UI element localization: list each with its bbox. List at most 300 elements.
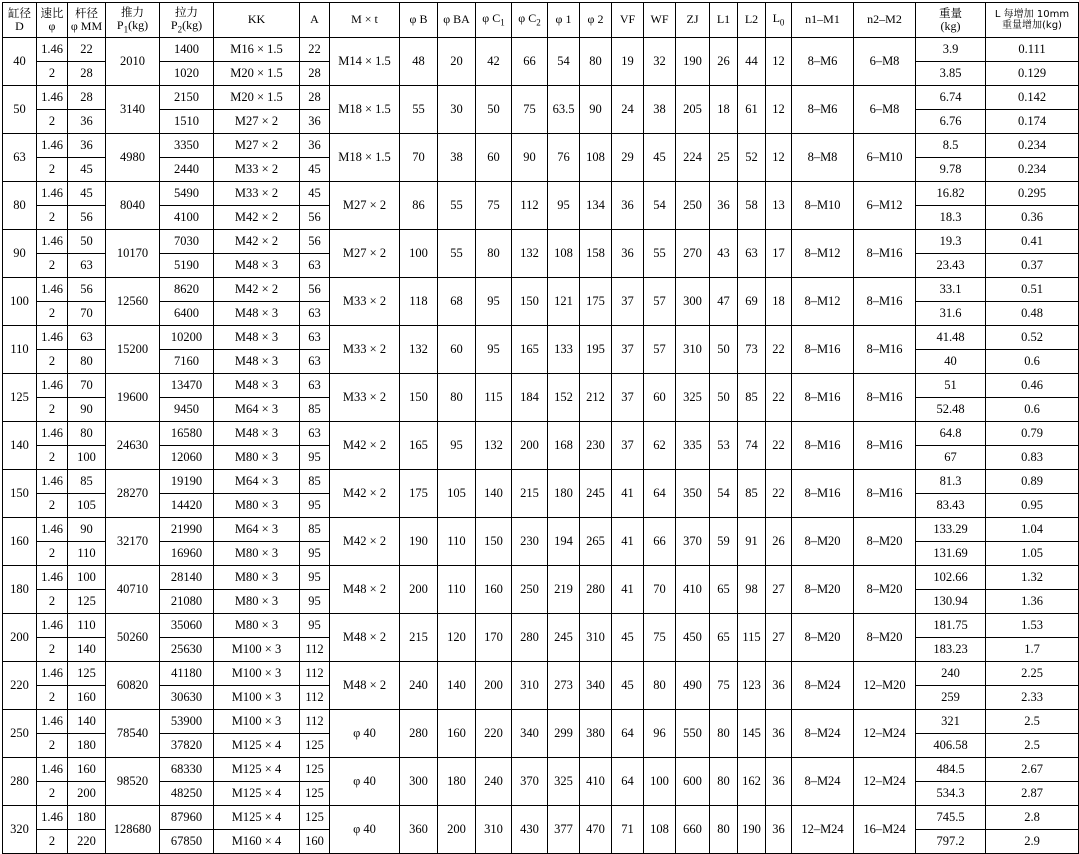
cell-kk: M33 × 2 — [214, 158, 300, 182]
cell-added-weight: 0.142 — [986, 86, 1079, 110]
cell-phi-ba: 110 — [438, 518, 476, 566]
cell-ratio: 1.46 — [37, 38, 68, 62]
cell-ratio: 2 — [37, 302, 68, 326]
cell-a: 125 — [300, 782, 330, 806]
cell-mxt: M33 × 2 — [330, 278, 400, 326]
cell-n1-m1: 8–M16 — [792, 422, 854, 470]
cell-bore: 280 — [3, 758, 37, 806]
cell-n2-m2: 8–M16 — [854, 374, 916, 422]
col-header-phi-2: φ 2 — [580, 3, 612, 38]
cell-pull-force: 48250 — [160, 782, 214, 806]
cell-a: 63 — [300, 326, 330, 350]
cell-added-weight: 0.46 — [986, 374, 1079, 398]
cell-n2-m2: 8–M16 — [854, 230, 916, 278]
cell-phi-c2: 66 — [512, 38, 548, 86]
cell-rod: 180 — [68, 806, 106, 830]
cell-zj: 350 — [676, 470, 710, 518]
cell-n1-m1: 8–M10 — [792, 182, 854, 230]
cell-rod: 45 — [68, 182, 106, 206]
cell-zj: 190 — [676, 38, 710, 86]
cell-a: 85 — [300, 470, 330, 494]
cell-mxt: M42 × 2 — [330, 422, 400, 470]
cell-phi-b: 150 — [400, 374, 438, 422]
cell-kk: M80 × 3 — [214, 566, 300, 590]
cell-l1: 25 — [710, 134, 738, 182]
cell-phi-1: 76 — [548, 134, 580, 182]
table-header — [3, 3, 1079, 38]
col-header-l2: L2 — [738, 3, 766, 38]
cell-phi-c1: 115 — [476, 374, 512, 422]
cell-phi-c1: 95 — [476, 326, 512, 374]
cell-phi-2: 280 — [580, 566, 612, 614]
cell-l0: 36 — [766, 710, 792, 758]
cell-weight: 6.76 — [916, 110, 986, 134]
cell-weight: 64.8 — [916, 422, 986, 446]
cell-bore: 40 — [3, 38, 37, 86]
cell-pull-force: 7160 — [160, 350, 214, 374]
cell-phi-ba: 80 — [438, 374, 476, 422]
cell-added-weight: 2.8 — [986, 806, 1079, 830]
cell-pull-force: 67850 — [160, 830, 214, 854]
cell-zj: 450 — [676, 614, 710, 662]
cell-kk: M125 × 4 — [214, 782, 300, 806]
col-header-weight: 重量 (kg) — [916, 3, 986, 38]
cell-zj: 310 — [676, 326, 710, 374]
cell-rod: 70 — [68, 302, 106, 326]
cell-rod: 125 — [68, 590, 106, 614]
cell-a: 63 — [300, 374, 330, 398]
cell-wf: 66 — [644, 518, 676, 566]
col-header-bore: 缸径 D — [3, 3, 37, 38]
cell-phi-1: 54 — [548, 38, 580, 86]
cell-pull-force: 21990 — [160, 518, 214, 542]
cell-rod: 100 — [68, 446, 106, 470]
cell-bore: 250 — [3, 710, 37, 758]
cell-push-force: 15200 — [106, 326, 160, 374]
cell-kk: M48 × 3 — [214, 374, 300, 398]
cell-added-weight: 0.295 — [986, 182, 1079, 206]
cell-vf: 29 — [612, 134, 644, 182]
table-row — [3, 278, 1079, 302]
cell-pull-force: 16960 — [160, 542, 214, 566]
cell-n1-m1: 8–M24 — [792, 758, 854, 806]
cell-l1: 65 — [710, 614, 738, 662]
cell-phi-2: 230 — [580, 422, 612, 470]
cell-pull-force: 8620 — [160, 278, 214, 302]
cell-pull-force: 21080 — [160, 590, 214, 614]
cell-kk: M80 × 3 — [214, 494, 300, 518]
cell-kk: M80 × 3 — [214, 590, 300, 614]
cell-ratio: 2 — [37, 782, 68, 806]
cell-weight: 31.6 — [916, 302, 986, 326]
cell-rod: 85 — [68, 470, 106, 494]
cell-l0: 22 — [766, 374, 792, 422]
cell-ratio: 1.46 — [37, 278, 68, 302]
cell-phi-b: 48 — [400, 38, 438, 86]
col-header-pull-force: 拉力 $P_2(kg)$ — [160, 3, 214, 38]
cell-zj: 660 — [676, 806, 710, 854]
cell-phi-b: 118 — [400, 278, 438, 326]
table-row — [3, 806, 1079, 830]
cell-push-force: 24630 — [106, 422, 160, 470]
cell-push-force: 50260 — [106, 614, 160, 662]
cell-rod: 36 — [68, 110, 106, 134]
cell-phi-1: 133 — [548, 326, 580, 374]
cell-l2: 145 — [738, 710, 766, 758]
table-body — [3, 38, 1079, 854]
cell-bore: 50 — [3, 86, 37, 134]
cell-rod: 22 — [68, 38, 106, 62]
cell-n2-m2: 6–M8 — [854, 38, 916, 86]
cell-n2-m2: 8–M16 — [854, 422, 916, 470]
cell-push-force: 10170 — [106, 230, 160, 278]
cell-kk: M33 × 2 — [214, 182, 300, 206]
cell-phi-2: 310 — [580, 614, 612, 662]
cell-n2-m2: 6–M8 — [854, 86, 916, 134]
cell-pull-force: 9450 — [160, 398, 214, 422]
cell-added-weight: 2.5 — [986, 710, 1079, 734]
cell-l0: 22 — [766, 326, 792, 374]
cell-kk: M100 × 3 — [214, 638, 300, 662]
table-row — [3, 614, 1079, 638]
cell-l0: 17 — [766, 230, 792, 278]
cell-added-weight: 0.95 — [986, 494, 1079, 518]
cell-a: 160 — [300, 830, 330, 854]
cell-weight: 259 — [916, 686, 986, 710]
cell-wf: 57 — [644, 326, 676, 374]
cell-added-weight: 0.83 — [986, 446, 1079, 470]
cell-weight: 183.23 — [916, 638, 986, 662]
cell-ratio: 1.46 — [37, 518, 68, 542]
cell-ratio: 2 — [37, 158, 68, 182]
cell-mxt: M42 × 2 — [330, 518, 400, 566]
cell-vf: 41 — [612, 518, 644, 566]
cell-l2: 74 — [738, 422, 766, 470]
cell-mxt: φ 40 — [330, 806, 400, 854]
cell-ratio: 1.46 — [37, 326, 68, 350]
cell-l1: 54 — [710, 470, 738, 518]
cell-bore: 125 — [3, 374, 37, 422]
cell-wf: 80 — [644, 662, 676, 710]
cell-ratio: 2 — [37, 686, 68, 710]
cell-phi-c1: 50 — [476, 86, 512, 134]
cell-vf: 36 — [612, 230, 644, 278]
cell-n2-m2: 12–M24 — [854, 710, 916, 758]
cell-ratio: 1.46 — [37, 470, 68, 494]
cell-phi-c2: 184 — [512, 374, 548, 422]
cell-phi-1: 108 — [548, 230, 580, 278]
cell-zj: 335 — [676, 422, 710, 470]
cell-mxt: M14 × 1.5 — [330, 38, 400, 86]
cell-rod: 56 — [68, 206, 106, 230]
cell-a: 125 — [300, 806, 330, 830]
cell-kk: M48 × 3 — [214, 422, 300, 446]
table-row — [3, 758, 1079, 782]
cell-phi-ba: 120 — [438, 614, 476, 662]
cell-vf: 64 — [612, 710, 644, 758]
cell-ratio: 1.46 — [37, 374, 68, 398]
cell-mxt: M48 × 2 — [330, 566, 400, 614]
cell-vf: 37 — [612, 326, 644, 374]
cell-added-weight: 1.7 — [986, 638, 1079, 662]
cell-l2: 115 — [738, 614, 766, 662]
cell-kk: M64 × 3 — [214, 398, 300, 422]
cell-weight: 8.5 — [916, 134, 986, 158]
cell-push-force: 40710 — [106, 566, 160, 614]
cell-n2-m2: 6–M10 — [854, 134, 916, 182]
cell-a: 95 — [300, 590, 330, 614]
cell-pull-force: 19190 — [160, 470, 214, 494]
cell-weight: 240 — [916, 662, 986, 686]
cell-rod: 28 — [68, 86, 106, 110]
cell-added-weight: 0.234 — [986, 158, 1079, 182]
cell-pull-force: 6400 — [160, 302, 214, 326]
cell-l1: 26 — [710, 38, 738, 86]
cell-zj: 410 — [676, 566, 710, 614]
col-header-phi-b: φ B — [400, 3, 438, 38]
cell-n1-m1: 8–M20 — [792, 614, 854, 662]
col-header-ratio: 速比 φ — [37, 3, 68, 38]
cell-wf: 64 — [644, 470, 676, 518]
cell-l2: 123 — [738, 662, 766, 710]
cell-added-weight: 2.87 — [986, 782, 1079, 806]
cell-rod: 110 — [68, 614, 106, 638]
cell-pull-force: 14420 — [160, 494, 214, 518]
cell-a: 112 — [300, 662, 330, 686]
cell-phi-c2: 165 — [512, 326, 548, 374]
cell-n1-m1: 8–M8 — [792, 134, 854, 182]
cell-phi-b: 300 — [400, 758, 438, 806]
cell-wf: 45 — [644, 134, 676, 182]
cell-phi-2: 175 — [580, 278, 612, 326]
cell-a: 95 — [300, 566, 330, 590]
cell-phi-ba: 160 — [438, 710, 476, 758]
cell-rod: 56 — [68, 278, 106, 302]
table-row — [3, 710, 1079, 734]
cell-phi-b: 190 — [400, 518, 438, 566]
cell-l0: 22 — [766, 470, 792, 518]
cell-kk: M48 × 3 — [214, 326, 300, 350]
cell-l1: 18 — [710, 86, 738, 134]
cell-wf: 70 — [644, 566, 676, 614]
cell-rod: 45 — [68, 158, 106, 182]
cell-a: 63 — [300, 302, 330, 326]
cell-n1-m1: 8–M20 — [792, 518, 854, 566]
cell-vf: 64 — [612, 758, 644, 806]
cell-phi-2: 195 — [580, 326, 612, 374]
cell-mxt: φ 40 — [330, 758, 400, 806]
cell-added-weight: 0.234 — [986, 134, 1079, 158]
cell-l2: 162 — [738, 758, 766, 806]
cell-bore: 320 — [3, 806, 37, 854]
cell-a: 56 — [300, 230, 330, 254]
cell-added-weight: 0.89 — [986, 470, 1079, 494]
cell-phi-c2: 215 — [512, 470, 548, 518]
cell-pull-force: 13470 — [160, 374, 214, 398]
col-header-added-weight: L 每增加 10mm 重量增加(kg) — [986, 3, 1079, 38]
cell-a: 36 — [300, 110, 330, 134]
cell-added-weight: 2.5 — [986, 734, 1079, 758]
cell-phi-2: 340 — [580, 662, 612, 710]
cell-ratio: 2 — [37, 542, 68, 566]
cell-phi-b: 280 — [400, 710, 438, 758]
cell-n2-m2: 16–M24 — [854, 806, 916, 854]
cell-rod: 80 — [68, 350, 106, 374]
cell-bore: 150 — [3, 470, 37, 518]
cell-mxt: M27 × 2 — [330, 182, 400, 230]
cell-phi-b: 360 — [400, 806, 438, 854]
cell-l0: 36 — [766, 806, 792, 854]
cell-added-weight: 0.41 — [986, 230, 1079, 254]
cell-n1-m1: 8–M12 — [792, 278, 854, 326]
cell-l1: 75 — [710, 662, 738, 710]
cell-l1: 80 — [710, 806, 738, 854]
cell-rod: 63 — [68, 254, 106, 278]
cell-ratio: 1.46 — [37, 806, 68, 830]
cell-mxt: M18 × 1.5 — [330, 134, 400, 182]
cell-pull-force: 5490 — [160, 182, 214, 206]
cell-phi-c2: 200 — [512, 422, 548, 470]
cell-phi-1: 219 — [548, 566, 580, 614]
cell-pull-force: 2150 — [160, 86, 214, 110]
cell-phi-ba: 105 — [438, 470, 476, 518]
cell-a: 95 — [300, 614, 330, 638]
cell-phi-c1: 240 — [476, 758, 512, 806]
cell-rod: 90 — [68, 398, 106, 422]
cell-l2: 98 — [738, 566, 766, 614]
cell-phi-1: 95 — [548, 182, 580, 230]
cell-bore: 140 — [3, 422, 37, 470]
cell-phi-b: 55 — [400, 86, 438, 134]
cell-ratio: 2 — [37, 638, 68, 662]
cell-pull-force: 2440 — [160, 158, 214, 182]
cell-push-force: 2010 — [106, 38, 160, 86]
cell-phi-c2: 150 — [512, 278, 548, 326]
col-header-n2-m2: n2–M2 — [854, 3, 916, 38]
cell-phi-c2: 250 — [512, 566, 548, 614]
cell-added-weight: 0.174 — [986, 110, 1079, 134]
cell-weight: 52.48 — [916, 398, 986, 422]
cell-kk: M48 × 3 — [214, 254, 300, 278]
cell-zj: 550 — [676, 710, 710, 758]
cell-n1-m1: 8–M24 — [792, 662, 854, 710]
cell-pull-force: 10200 — [160, 326, 214, 350]
col-header-vf: VF — [612, 3, 644, 38]
cell-l1: 80 — [710, 758, 738, 806]
cell-l0: 13 — [766, 182, 792, 230]
cell-pull-force: 1400 — [160, 38, 214, 62]
cell-wf: 108 — [644, 806, 676, 854]
cell-bore: 100 — [3, 278, 37, 326]
cell-pull-force: 7030 — [160, 230, 214, 254]
cell-added-weight: 1.36 — [986, 590, 1079, 614]
cell-l2: 91 — [738, 518, 766, 566]
cell-mxt: M48 × 2 — [330, 662, 400, 710]
cell-rod: 125 — [68, 662, 106, 686]
cell-weight: 745.5 — [916, 806, 986, 830]
cell-phi-2: 380 — [580, 710, 612, 758]
cell-phi-2: 134 — [580, 182, 612, 230]
cell-phi-2: 265 — [580, 518, 612, 566]
col-header-rod: 杆径 φ MM — [68, 3, 106, 38]
cell-n2-m2: 12–M24 — [854, 758, 916, 806]
cell-weight: 23.43 — [916, 254, 986, 278]
cell-ratio: 1.46 — [37, 182, 68, 206]
cell-phi-b: 240 — [400, 662, 438, 710]
cell-phi-1: 273 — [548, 662, 580, 710]
cell-weight: 321 — [916, 710, 986, 734]
cell-push-force: 32170 — [106, 518, 160, 566]
cell-rod: 200 — [68, 782, 106, 806]
cell-zj: 325 — [676, 374, 710, 422]
cell-rod: 180 — [68, 734, 106, 758]
cell-added-weight: 0.6 — [986, 350, 1079, 374]
cell-phi-2: 212 — [580, 374, 612, 422]
cell-mxt: φ 40 — [330, 710, 400, 758]
cell-n1-m1: 8–M6 — [792, 38, 854, 86]
cell-phi-b: 165 — [400, 422, 438, 470]
cell-kk: M80 × 3 — [214, 446, 300, 470]
table-row — [3, 182, 1079, 206]
cell-ratio: 2 — [37, 398, 68, 422]
cell-pull-force: 41180 — [160, 662, 214, 686]
cell-added-weight: 0.37 — [986, 254, 1079, 278]
cell-l1: 50 — [710, 326, 738, 374]
cell-rod: 220 — [68, 830, 106, 854]
cell-rod: 140 — [68, 710, 106, 734]
cell-kk: M27 × 2 — [214, 110, 300, 134]
cell-n1-m1: 8–M6 — [792, 86, 854, 134]
cell-wf: 38 — [644, 86, 676, 134]
cell-l2: 61 — [738, 86, 766, 134]
cell-l0: 12 — [766, 86, 792, 134]
cell-rod: 28 — [68, 62, 106, 86]
cell-weight: 181.75 — [916, 614, 986, 638]
cell-added-weight: 1.53 — [986, 614, 1079, 638]
cell-wf: 32 — [644, 38, 676, 86]
col-header-mxt: M × t — [330, 3, 400, 38]
cell-zj: 300 — [676, 278, 710, 326]
table-row — [3, 470, 1079, 494]
cell-phi-c2: 430 — [512, 806, 548, 854]
cell-l2: 58 — [738, 182, 766, 230]
cell-a: 95 — [300, 494, 330, 518]
cell-phi-1: 194 — [548, 518, 580, 566]
cell-a: 112 — [300, 686, 330, 710]
cell-mxt: M33 × 2 — [330, 326, 400, 374]
cell-vf: 37 — [612, 374, 644, 422]
cell-phi-c2: 370 — [512, 758, 548, 806]
cell-weight: 41.48 — [916, 326, 986, 350]
cell-zj: 224 — [676, 134, 710, 182]
cell-phi-ba: 60 — [438, 326, 476, 374]
cell-ratio: 2 — [37, 206, 68, 230]
cell-l1: 36 — [710, 182, 738, 230]
col-header-wf: WF — [644, 3, 676, 38]
table-row — [3, 374, 1079, 398]
cell-pull-force: 16580 — [160, 422, 214, 446]
cell-a: 63 — [300, 254, 330, 278]
cell-phi-c2: 90 — [512, 134, 548, 182]
cell-added-weight: 2.25 — [986, 662, 1079, 686]
cell-phi-c1: 220 — [476, 710, 512, 758]
cell-added-weight: 0.48 — [986, 302, 1079, 326]
cell-pull-force: 28140 — [160, 566, 214, 590]
cell-phi-2: 90 — [580, 86, 612, 134]
cell-kk: M80 × 3 — [214, 542, 300, 566]
cell-wf: 55 — [644, 230, 676, 278]
cell-ratio: 1.46 — [37, 662, 68, 686]
